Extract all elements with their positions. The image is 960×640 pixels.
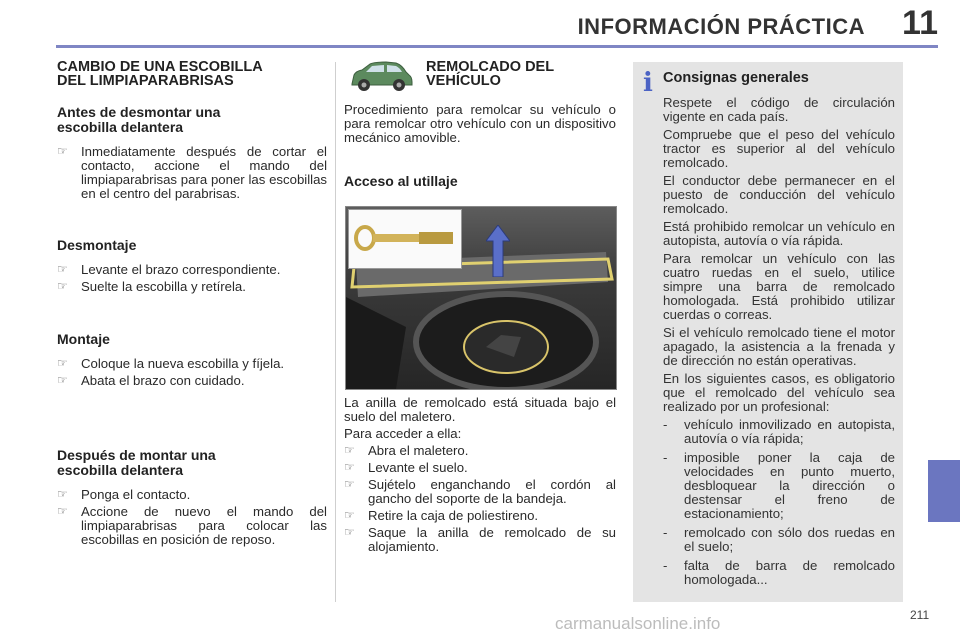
page-number: 211	[910, 608, 930, 622]
list-item: ☞ Abata el brazo con cuidado.	[57, 374, 327, 388]
tow-ring-icon	[349, 210, 461, 268]
after-heading	[57, 448, 327, 478]
access-heading: Acceso al utillaje	[344, 173, 458, 189]
list-item: - falta de barra de remolcado homologada...	[663, 559, 895, 587]
access-instructions-label: Para acceder a ella:	[344, 426, 462, 441]
list-item: ☞ Abra el maletero.	[344, 444, 616, 458]
info-paragraph: El conductor debe permanecer en el puesto de conducción del vehículo remolcado.	[663, 173, 895, 216]
before-heading	[57, 105, 327, 135]
wiper-title-line1: CAMBIO DE UNA ESCOBILLA	[57, 59, 263, 75]
towing-title-line2: VEHÍCULO	[426, 73, 501, 89]
watermark-text: carmanualsonline.info	[555, 614, 721, 633]
after-heading-line2: escobilla delantera	[57, 462, 184, 478]
towing-intro: Procedimiento para remolcar su vehículo o para remolcar otro vehículo con un dispositivo mecánico amovible.	[344, 102, 616, 145]
wiper-title-line2: DEL LIMPIAPARABRISAS	[57, 73, 234, 89]
header-divider	[56, 45, 938, 48]
list-item: ☞ Retire la caja de poliestireno.	[344, 509, 616, 523]
info-paragraph: Para remolcar un vehículo con las cuatro ruedas en el suelo, utilice simpre una barra de remolcado homologada. Está prohibido utilizar cuerdas o correas.	[663, 251, 895, 322]
fitting-list	[57, 357, 327, 388]
info-panel-body	[663, 96, 895, 592]
column-divider	[335, 62, 336, 602]
after-list	[57, 488, 327, 547]
info-paragraph: Respete el código de circulación vigente en cada país.	[663, 95, 895, 124]
wiper-section-title	[57, 60, 327, 88]
towing-title-line1: REMOLCADO DEL	[426, 59, 555, 75]
list-item: ☞ Levante el suelo.	[344, 461, 616, 475]
list-item: ☞ Sujételo enganchando el cordón al gancho del soporte de la bandeja.	[344, 478, 616, 506]
chapter-number: 11	[902, 4, 938, 42]
after-heading-line1: Después de montar una	[57, 447, 216, 463]
chapter-side-tab	[928, 460, 960, 522]
towing-column	[344, 60, 616, 189]
removal-heading: Desmontaje	[57, 237, 137, 253]
info-paragraph: En los siguientes casos, es obligatorio que el remolcado del vehículo sea realizado por un profesional:	[663, 371, 895, 414]
list-item: - remolcado con sólo dos ruedas en el suelo;	[663, 526, 895, 554]
info-icon: i	[643, 68, 653, 98]
access-steps	[344, 396, 616, 557]
list-item: - vehículo inmovilizado en autopista, autovía o vía rápida;	[663, 418, 895, 446]
list-item: ☞ Levante el brazo correspondiente.	[57, 263, 327, 277]
list-item: ☞ Inmediatamente después de cortar el contacto, accione el mando del limpiaparabrisas para poner las escobillas en el centro del parabrisas.	[57, 145, 327, 201]
professional-cases-list	[663, 418, 895, 587]
info-paragraph: Si el vehículo remolcado tiene el motor apagado, la asistencia a la frenada y de dirección no están operativas.	[663, 325, 895, 368]
info-paragraph: Está prohibido remolcar un vehículo en autopista, autovía o vía rápida.	[663, 219, 895, 248]
info-panel-title: Consignas generales	[663, 70, 809, 86]
fitting-heading: Montaje	[57, 331, 110, 347]
access-list	[344, 444, 616, 554]
list-item: - imposible poner la caja de velocidades en punto muerto, desbloquear la dirección o destensar el freno de estacionamiento;	[663, 451, 895, 521]
towing-section-title	[426, 60, 616, 88]
before-heading-line1: Antes de desmontar una	[57, 104, 221, 120]
removal-list	[57, 263, 327, 294]
list-item: ☞ Saque la anilla de remolcado de su alojamiento.	[344, 526, 616, 554]
before-heading-line2: escobilla delantera	[57, 119, 184, 135]
before-list	[57, 145, 327, 201]
list-item: ☞ Ponga el contacto.	[57, 488, 327, 502]
list-item: ☞ Accione de nuevo el mando del limpiaparabrisas para colocar las escobillas en posición de reposo.	[57, 505, 327, 547]
tow-ring-inset	[348, 209, 462, 269]
list-item: ☞ Coloque la nueva escobilla y fíjela.	[57, 357, 327, 371]
page-header-title: INFORMACIÓN PRÁCTICA	[577, 14, 865, 39]
info-paragraph: Compruebe que el peso del vehículo tractor es superior al del vehículo remolcado.	[663, 127, 895, 170]
up-arrow-icon	[486, 225, 510, 277]
wiper-column	[57, 60, 327, 550]
access-location-text: La anilla de remolcado está situada bajo el suelo del maletero.	[344, 395, 616, 424]
list-item: ☞ Suelte la escobilla y retírela.	[57, 280, 327, 294]
boot-photo	[345, 206, 617, 390]
